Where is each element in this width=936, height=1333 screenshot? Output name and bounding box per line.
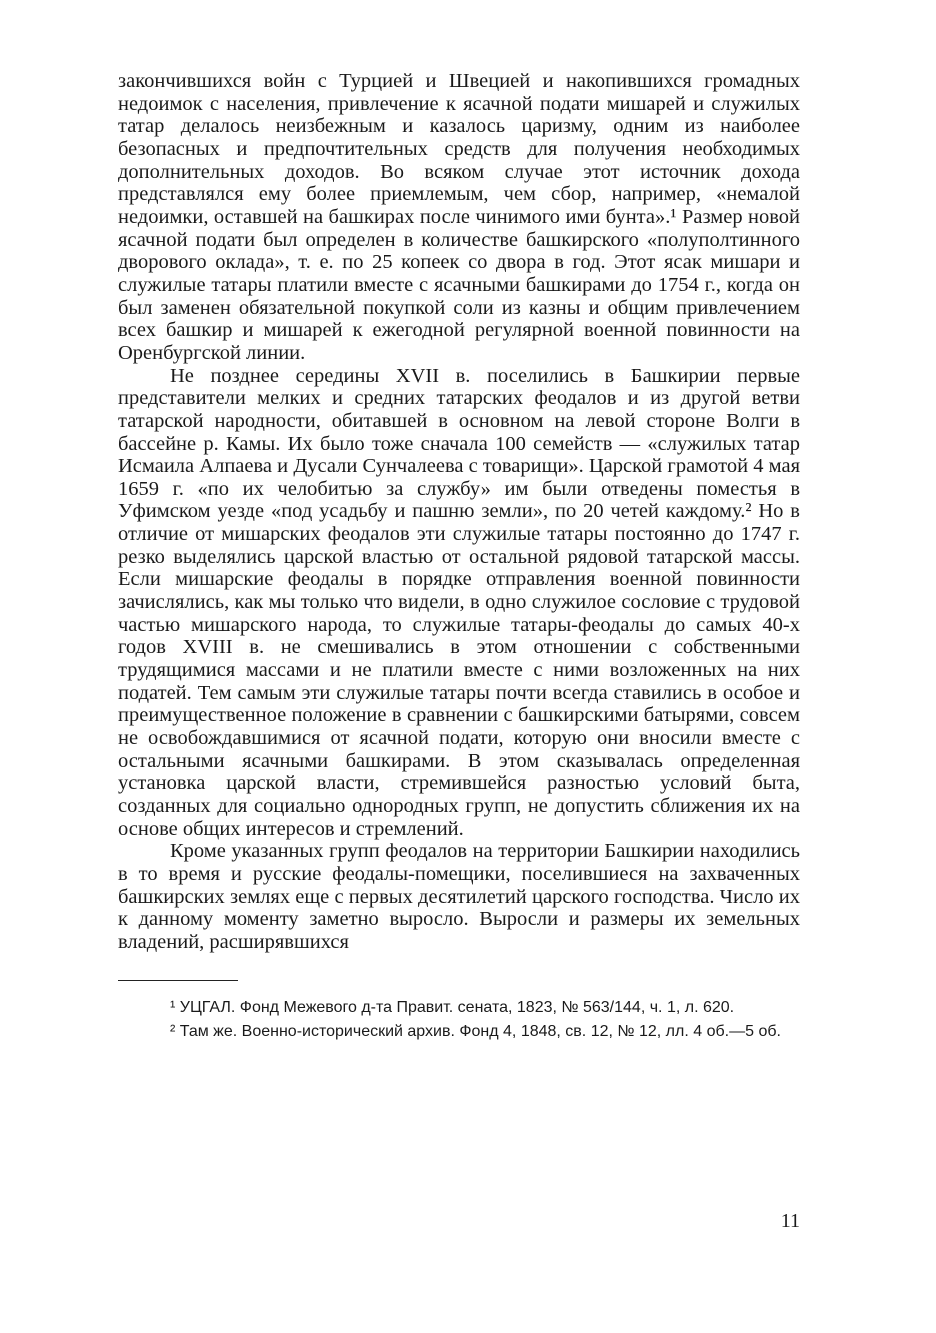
footnotes	[118, 997, 800, 1043]
page-number: 11	[780, 1210, 800, 1232]
footnote-divider	[118, 980, 238, 981]
paragraph-3: Кроме указанных групп феодалов на территории Башкирии находились в то время и русские феодалы-помещики, поселившиеся на захваченных башкирских землях еще с первых десятилетий царского господства. Число их к данному моменту заметно выросло. Выросли и размеры их земельных владений, расширявшихся	[118, 840, 800, 953]
page-content	[118, 70, 800, 1043]
body-text	[118, 70, 800, 954]
footnote-1: ¹ УЦГАЛ. Фонд Межевого д-та Правит. сената, 1823, № 563/144, ч. 1, л. 620.	[170, 998, 735, 1016]
paragraph-1: закончившихся войн с Турцией и Швецией и накопившихся громадных недоимок с населения, привлечение к ясачной подати мишарей и служилых татар делалось неизбежным и казалось царизму, одним из наиболее безопасных и предпочтительных средств для получения необходимых дополнительных доходов. Во всяком случае этот источник дохода представлялся ему более приемлемым, чем сбор, например, «немалой недоимки, оставшей на башкирах после чинимого ими бунта».¹ Размер новой ясачной подати был определен в количестве башкирского «полуполтинного дворового оклада», т. е. по 25 копеек со двора в год. Этот ясак мишари и служилые татары платили вместе с ясачными башкирами до 1754 г., когда он был заменен обязательной покупкой соли из казны и общим привлечением всех башкир и мишарей к ежегодной регулярной военной повинности на Оренбургской линии.	[118, 70, 800, 364]
footnote-2: ² Там же. Военно-исторический архив. Фонд 4, 1848, св. 12, № 12, лл. 4 об.—5 об.	[170, 1022, 781, 1040]
paragraph-2: Не позднее середины XVII в. поселились в Башкирии первые представители мелких и средних татарских феодалов и из другой ветви татарской народности, обитавшей в основном на левой стороне Волги в бассейне р. Камы. Их было тоже сначала 100 семейств — «служилых татар Исмаила Алпаева и Дусали Сунчалеева с товарищи». Царской грамотой 4 мая 1659 г. «по их челобитью за службу» им были отведены поместья в Уфимском уезде «под усадьбу и пашню земли», по 20 четей каждому.² Но в отличие от мишарских феодалов эти служилые татары постоянно до 1747 г. резко выделялись царской властью от остальной рядовой татарской массы. Если мишарские феодалы в порядке отправления военной повинности зачислялись, как мы только что видели, в одно служилое сословие с трудовой частью мишарского народа, то служилые татары-феодалы до самых 40-х годов XVIII в. не смешивались в этом отношении с собственными трудящимися массами и не платили вместе с ними возложенных на них податей. Тем самым эти служилые татары почти всегда ставились в особое и преимущественное положение в сравнении с башкирскими батырями, совсем не освобождавшимися от ясачной подати, которую они вносили вместе с остальными ясачными башкирами. В этом сказывалась определенная установка царской власти, стремившейся разностью условий быта, созданных для социально однородных групп, не допустить сближения их на основе общих интересов и стремлений.	[118, 364, 800, 840]
